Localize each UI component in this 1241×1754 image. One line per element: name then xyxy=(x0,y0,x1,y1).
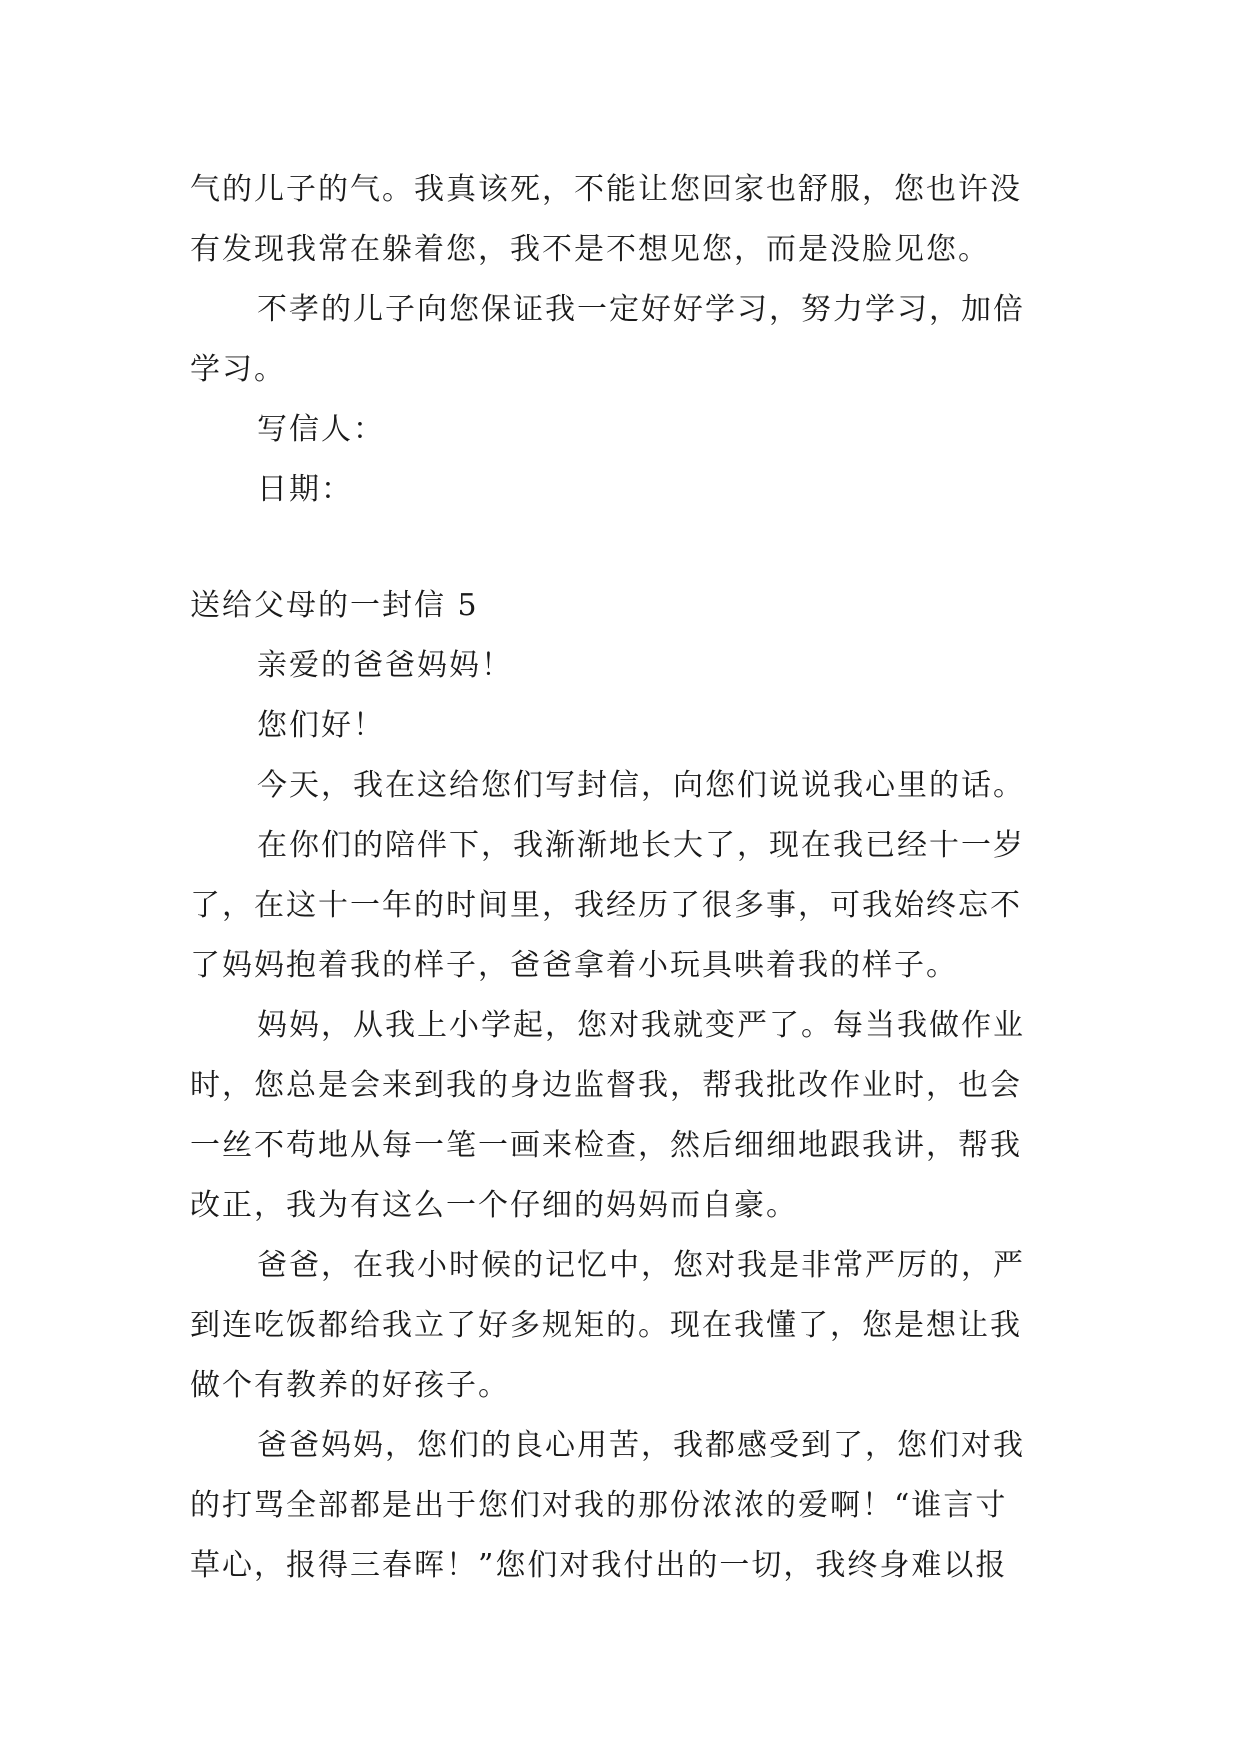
paragraph-line: 改正，我为有这么一个仔细的妈妈而自豪。 xyxy=(190,1188,798,1223)
writer-label: 写信人： xyxy=(257,412,385,447)
greeting: 您们好！ xyxy=(257,708,385,743)
paragraph-line: 草心，报得三春晖！”您们对我付出的一切，我终身难以报 xyxy=(190,1548,1008,1583)
paragraph-line: 到连吃饭都给我立了好多规矩的。现在我懂了，您是想让我 xyxy=(190,1308,1022,1343)
section-gap xyxy=(190,520,1070,576)
salutation: 亲爱的爸爸妈妈！ xyxy=(257,648,513,683)
paragraph-line: 了妈妈抱着我的样子，爸爸拿着小玩具哄着我的样子。 xyxy=(190,948,958,983)
letter-text xyxy=(190,160,1070,1596)
paragraph-line: 妈妈，从我上小学起，您对我就变严了。每当我做作业 xyxy=(257,1008,1025,1043)
paragraph-line: 的打骂全部都是出于您们对我的那份浓浓的爱啊！“谁言寸 xyxy=(190,1488,1008,1523)
paragraph-line: 爸爸，在我小时候的记忆中，您对我是非常严厉的，严 xyxy=(257,1248,1025,1283)
paragraph-line: 了，在这十一年的时间里，我经历了很多事，可我始终忘不 xyxy=(190,888,1022,923)
paragraph-line: 学习。 xyxy=(190,352,286,387)
paragraph-line: 时，您总是会来到我的身边监督我，帮我批改作业时，也会 xyxy=(190,1068,1022,1103)
paragraph-line: 气的儿子的气。我真该死，不能让您回家也舒服，您也许没 xyxy=(190,172,1022,207)
paragraph-line: 在你们的陪伴下，我渐渐地长大了，现在我已经十一岁 xyxy=(257,828,1025,863)
paragraph-line: 爸爸妈妈，您们的良心用苦，我都感受到了，您们对我 xyxy=(257,1428,1025,1463)
paragraph-line: 做个有教养的好孩子。 xyxy=(190,1368,510,1403)
section-title: 送给父母的一封信 5 xyxy=(190,588,479,623)
paragraph-line: 一丝不苟地从每一笔一画来检查，然后细细地跟我讲，帮我 xyxy=(190,1128,1022,1163)
paragraph-line: 有发现我常在躲着您，我不是不想见您，而是没脸见您。 xyxy=(190,232,990,267)
paragraph-line: 今天，我在这给您们写封信，向您们说说我心里的话。 xyxy=(257,768,1025,803)
paragraph-line: 不孝的儿子向您保证我一定好好学习，努力学习，加倍 xyxy=(257,292,1025,327)
date-label: 日期： xyxy=(257,472,353,507)
